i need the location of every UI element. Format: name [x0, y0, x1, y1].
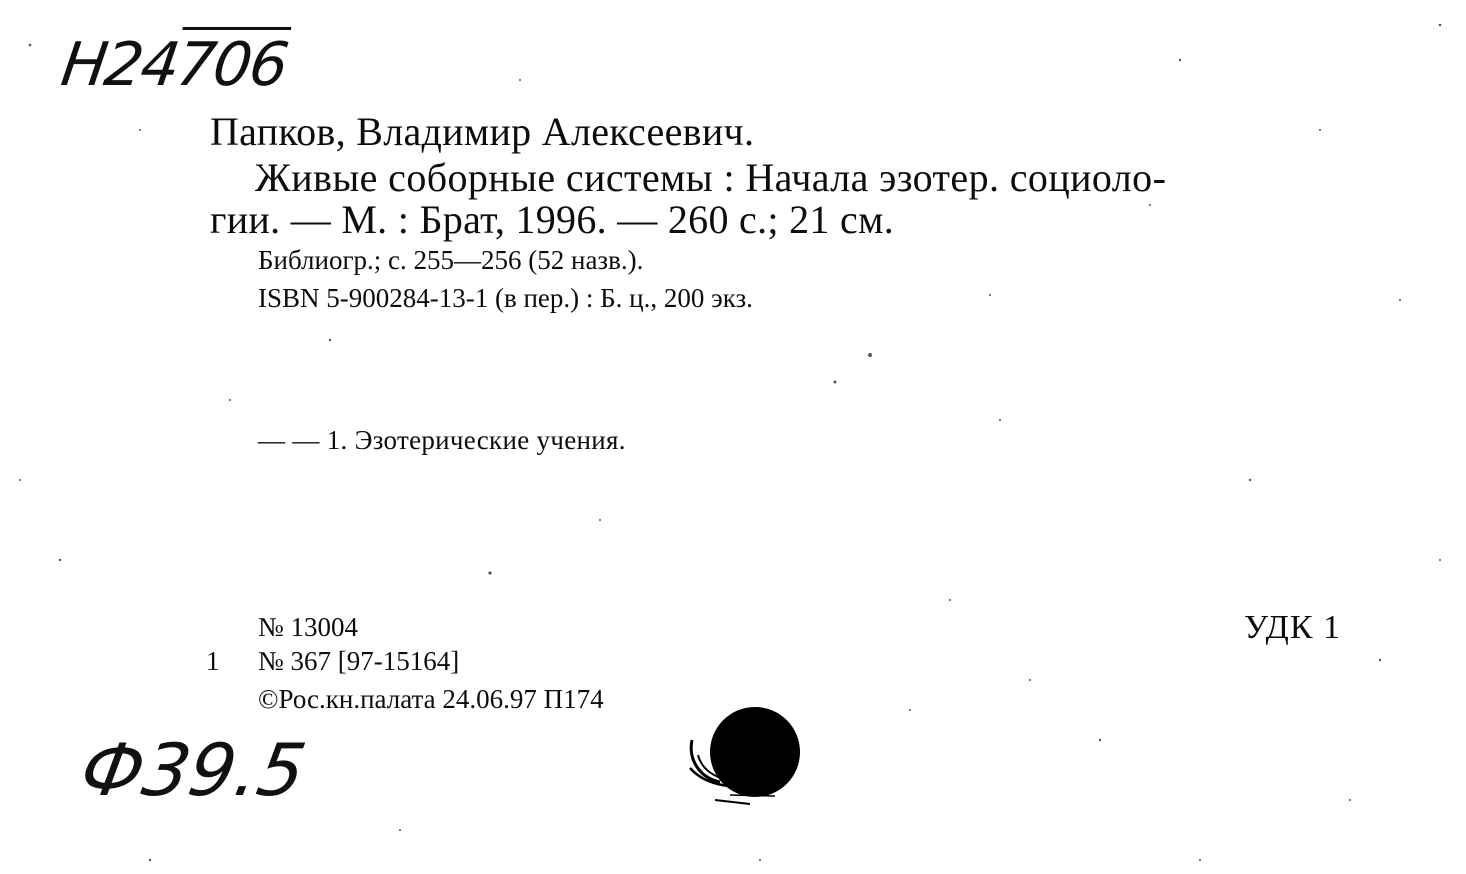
book-chamber-copyright: ©Рос.кн.палата 24.06.97 П174 — [258, 684, 604, 714]
record-isbn: ISBN 5-900284-13-1 (в пер.) : Б. ц., 200 экз. — [258, 283, 753, 313]
handwritten-inventory-number: Н24706 — [57, 30, 291, 100]
record-author: Папков, Владимир Алексеевич. — [210, 109, 755, 154]
udk-classification: УДК 1 — [1244, 609, 1342, 646]
card-number-2: № 367 [97-15164] — [258, 646, 460, 676]
record-subject-heading: — — 1. Эзотерические учения. — [258, 425, 626, 455]
punch-hole-blot — [680, 700, 810, 815]
card-marker: 1 — [206, 646, 220, 676]
handwritten-shelf-mark: Ф39.5 — [74, 728, 312, 812]
card-number-1: № 13004 — [258, 612, 359, 642]
record-title-line-2: гии. — М. : Брат, 1996. — 260 с.; 21 см. — [210, 197, 894, 242]
record-bibliography-note: Библиогр.; с. 255—256 (52 назв.). — [258, 245, 644, 275]
record-title-line-1: Живые соборные системы : Начала эзотер. социоло- — [255, 155, 1167, 200]
